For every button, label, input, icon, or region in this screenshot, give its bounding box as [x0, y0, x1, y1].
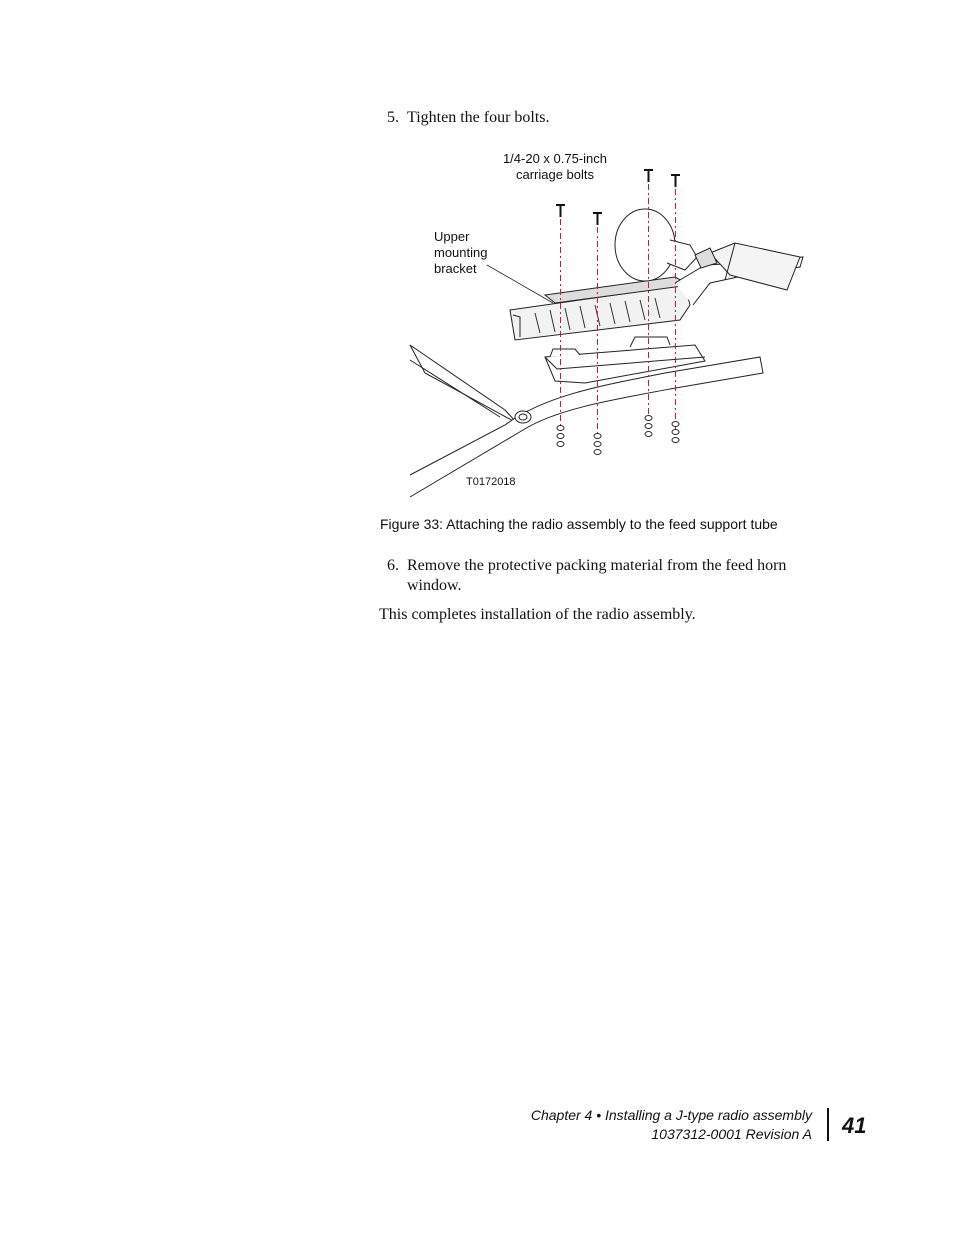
step-6 — [387, 556, 837, 598]
bolts-callout-line-1: 1/4-20 x 0.75-inch — [502, 151, 608, 166]
figure-radio-assembly — [405, 145, 810, 503]
step-number: 5. — [387, 109, 399, 126]
page-number: 41 — [842, 1113, 867, 1138]
bracket-callout-line-2: mounting — [434, 245, 488, 260]
bracket-callout — [434, 229, 504, 277]
figure-caption: Figure 33: Attaching the radio assembly to the feed support tube — [380, 516, 778, 532]
bracket-callout-line-1: Upper — [434, 229, 470, 244]
footer-divider — [827, 1108, 829, 1141]
footer-chapter: Chapter 4 • Installing a J-type radio assembly — [530, 1107, 812, 1123]
figure-id: T0172018 — [466, 476, 516, 488]
step-5 — [387, 108, 837, 130]
bolts-callout — [490, 151, 620, 183]
step-text: Remove the protective packing material from the feed horn window. — [407, 557, 787, 594]
page-footer — [531, 1106, 812, 1144]
assembly-illustration — [405, 145, 810, 503]
footer-document-number: 1037312-0001 Revision A — [651, 1126, 812, 1142]
closing-paragraph: This completes installation of the radio assembly. — [379, 606, 696, 623]
bolts-callout-line-2: carriage bolts — [515, 167, 595, 182]
bracket-callout-line-3: bracket — [434, 261, 477, 276]
step-text: Tighten the four bolts. — [407, 109, 550, 126]
step-number: 6. — [387, 557, 399, 574]
